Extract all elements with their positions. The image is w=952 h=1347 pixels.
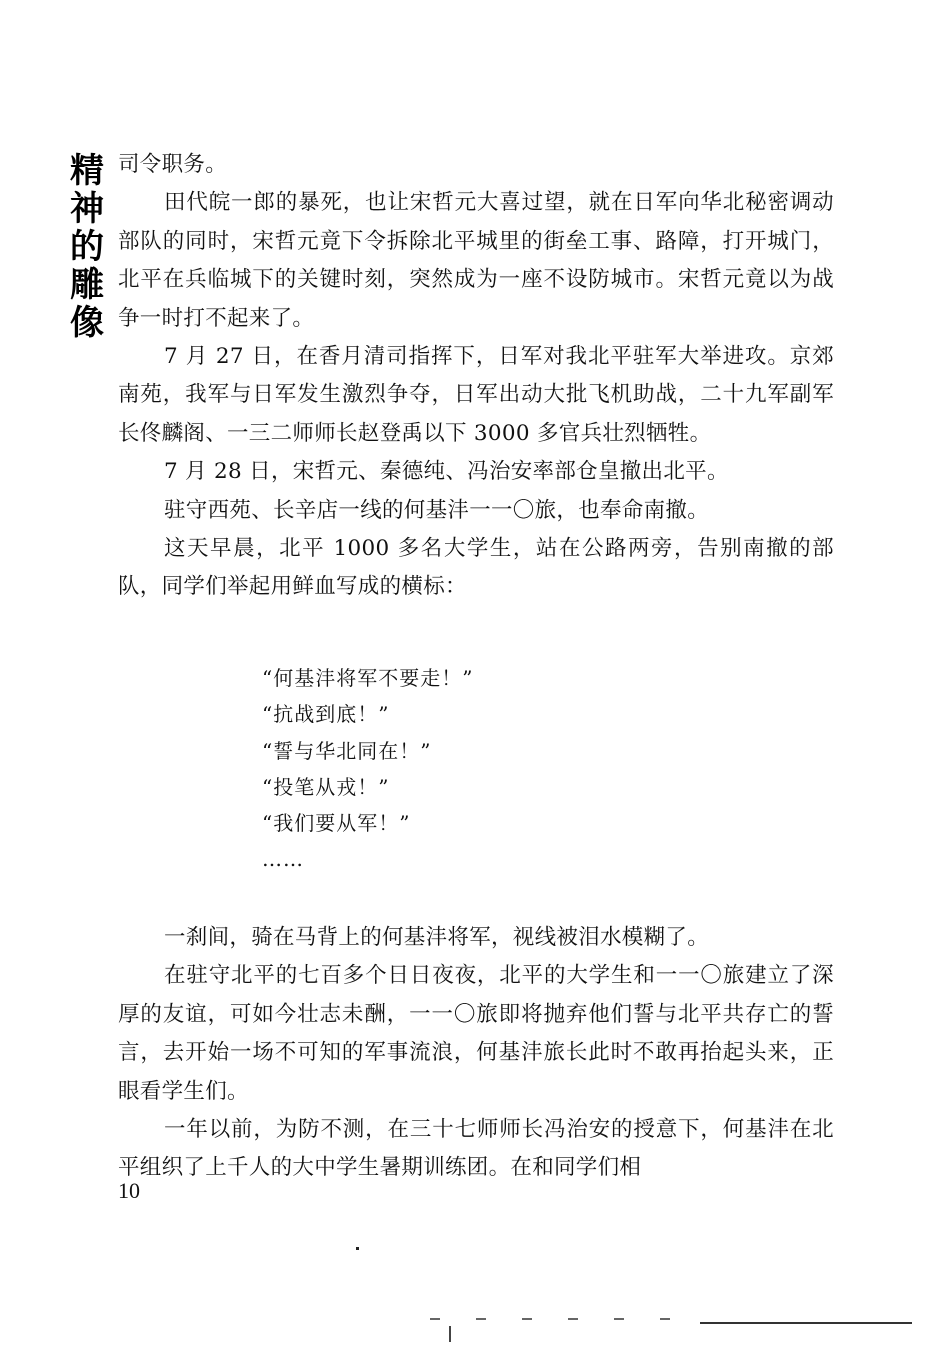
body-text-bottom [118,919,834,1188]
scan-speck [356,1247,359,1250]
running-title-char: 像 [70,303,104,343]
page-number: 10 [118,1178,140,1203]
slogan-line: “抗战到底！” [262,702,390,727]
scan-edge-tick [449,1326,451,1342]
paragraph: 田代皖一郎的暴死，也让宋哲元大喜过望，就在日军向华北秘密调动部队的同时，宋哲元竟下令拆除北平城里的街垒工事、路障，打开城门，北平在兵临城下的关键时刻，突然成为一座不设防城市。宋哲元竟以为战争一时打不起来了。 [118,190,834,331]
paragraph: 司令职务。 [118,152,228,177]
slogan-line: “誓与华北同在！” [262,738,432,763]
paragraph: 在驻守北平的七百多个日日夜夜，北平的大学生和一一〇旅建立了深厚的友谊，可如今壮志未酬，一一〇旅即将抛弃他们誓与北平共存亡的誓言，去开始一场不可知的军事流浪，何基沣旅长此时不敢再抬起头来，正眼看学生们。 [118,963,834,1104]
paragraph: 一刹间，骑在马背上的何基沣将军，视线被泪水模糊了。 [164,925,710,950]
scan-edge-marks [430,1318,690,1320]
slogan-line: “我们要从军！” [262,811,411,836]
paragraph: 7 月 27 日，在香月清司指挥下，日军对我北平驻军大举进攻。京郊南苑，我军与日军发生激烈争夺，日军出动大批飞机助战，二十九军副军长佟麟阁、一三二师师长赵登禹以下 3000 多官兵壮烈牺牲。 [118,344,834,446]
running-title-char: 的 [70,227,104,267]
paragraph: 7 月 28 日，宋哲元、秦德纯、冯治安率部仓皇撤出北平。 [164,459,729,485]
running-title [66,152,108,342]
running-title-char: 雕 [70,265,104,305]
running-title-char: 精 [70,151,104,191]
paragraph: 驻守西苑、长辛店一线的何基沣一一〇旅，也奉命南撤。 [164,497,710,523]
paragraph: 一年以前，为防不测，在三十七师师长冯治安的授意下，何基沣在北平组织了上千人的大中学生暑期训练团。在和同学们相 [118,1117,834,1181]
slogan-line: “何基沣将军不要走！” [262,666,474,690]
running-title-char: 神 [70,189,104,229]
paragraph: 这天早晨，北平 1000 多名大学生，站在公路两旁，告别南撤的部队，同学们举起用鲜血写成的横标： [118,536,834,600]
slogan-ellipsis: …… [262,847,304,872]
scan-edge-rule [700,1322,912,1324]
body-text-top [118,146,834,607]
slogan-list [262,660,473,878]
slogan-line: “投笔从戎！” [262,774,390,799]
